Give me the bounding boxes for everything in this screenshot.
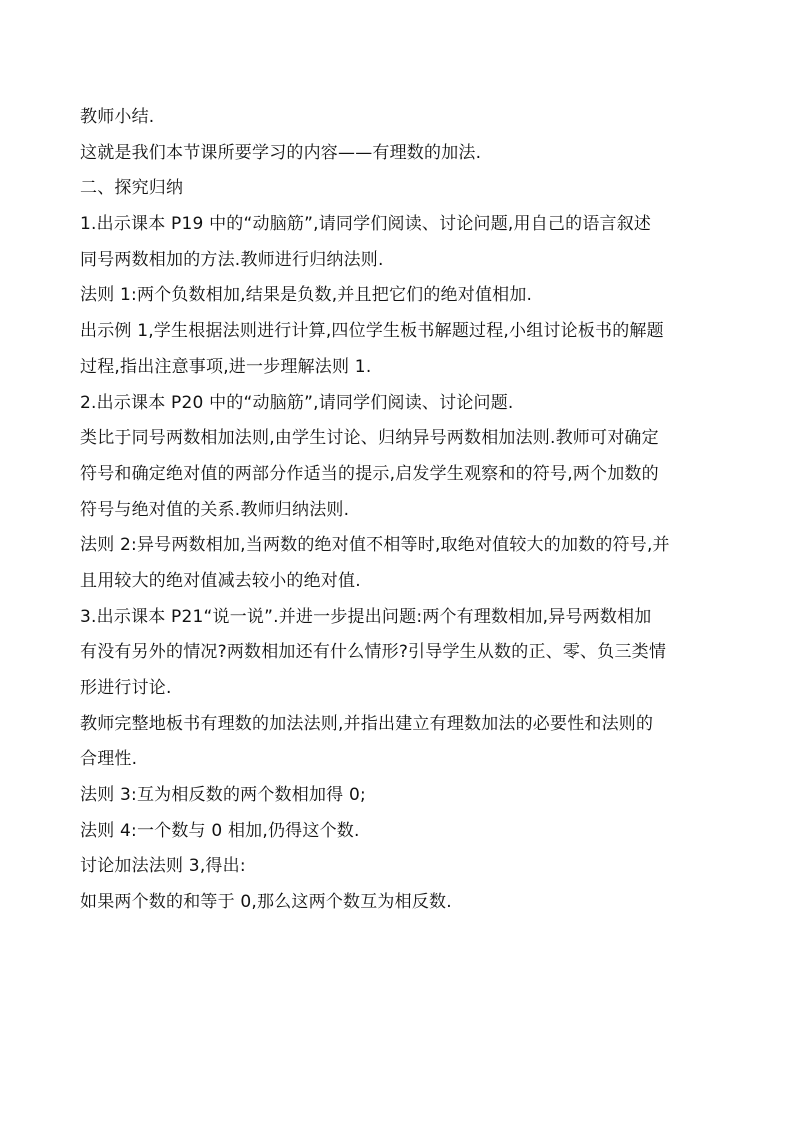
text-line: 类比于同号两数相加法则,由学生讨论、归纳异号两数相加法则.教师可对确定 <box>80 428 659 449</box>
rule-1: 法则 1:两个负数相加,结果是负数,并且把它们的绝对值相加. <box>80 285 533 306</box>
text-line: 1.出示课本 P19 中的“动脑筋”,请同学们阅读、讨论问题,用自己的语言叙述 <box>80 214 652 235</box>
section-heading: 二、探究归纳 <box>80 178 184 199</box>
text-line: 过程,指出注意事项,进一步理解法则 1. <box>80 356 372 377</box>
text-line: 出示例 1,学生根据法则进行计算,四位学生板书解题过程,小组讨论板书的解题 <box>80 321 664 342</box>
text-line: 且用较大的绝对值减去较小的绝对值. <box>80 570 361 591</box>
text-line: 2.出示课本 P20 中的“动脑筋”,请同学们阅读、讨论问题. <box>80 392 514 413</box>
text-line: 教师完整地板书有理数的加法法则,并指出建立有理数加法的必要性和法则的 <box>80 713 654 734</box>
text-line: 如果两个数的和等于 0,那么这两个数互为相反数. <box>80 892 452 913</box>
rule-4: 法则 4:一个数与 0 相加,仍得这个数. <box>80 820 360 841</box>
text-line: 同号两数相加的方法.教师进行归纳法则. <box>80 249 384 270</box>
text-line: 符号和确定绝对值的两部分作适当的提示,启发学生观察和的符号,两个加数的 <box>80 463 659 484</box>
text-line: 有没有另外的情况?两数相加还有什么情形?引导学生从数的正、零、负三类情 <box>80 642 667 663</box>
text-line: 符号与绝对值的关系.教师归纳法则. <box>80 499 350 520</box>
document-body <box>80 100 720 921</box>
text-line: 这就是我们本节课所要学习的内容——有理数的加法. <box>80 142 482 163</box>
text-line: 3.出示课本 P21“说一说”.并进一步提出问题:两个有理数相加,异号两数相加 <box>80 606 652 627</box>
rule-3: 法则 3:互为相反数的两个数相加得 0; <box>80 785 366 806</box>
rule-2: 法则 2:异号两数相加,当两数的绝对值不相等时,取绝对值较大的加数的符号,并 <box>80 535 670 556</box>
text-line: 讨论加法法则 3,得出: <box>80 856 246 877</box>
text-line: 合理性. <box>80 749 138 770</box>
text-line: 形进行讨论. <box>80 678 172 698</box>
text-line: 教师小结. <box>80 107 155 127</box>
